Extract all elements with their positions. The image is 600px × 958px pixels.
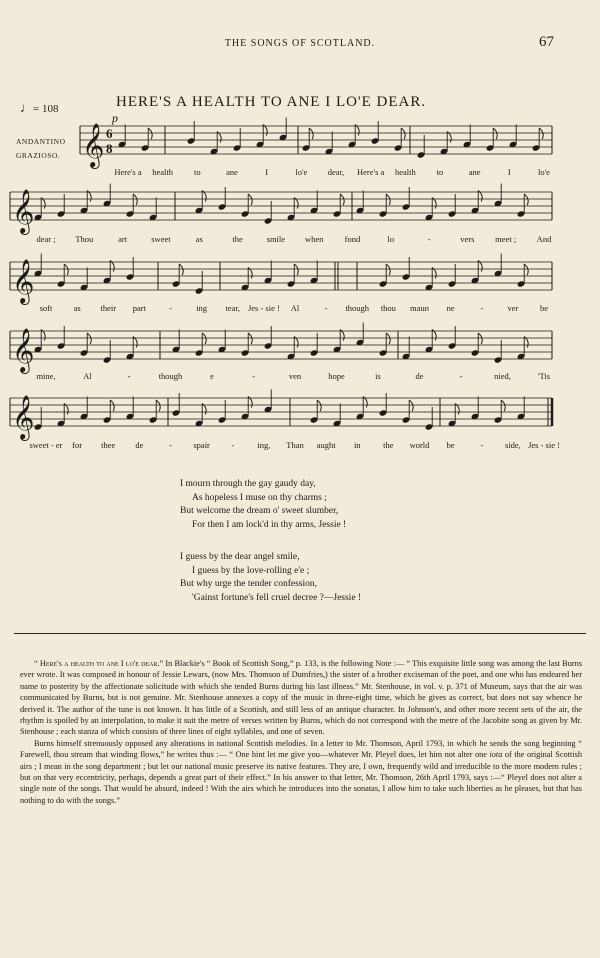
note-paragraph-1: “ Here's a health to ane I lo'e dear.” In Blackie's “ Book of Scottish Song,” p. 133, is the following Note :— “ This exquisite little song was among the last Burns ever wrote. It was composed in honour of Jessie Lewars, (now Mrs. Thomson of Dumfries,) the sister of a brother exciseman of the poet, and one who has endeared her name to posterity by the affectionate solicitude with which she tended Burns during his last illness.” Mr. Stenhouse, in vol. v. p. 371 of Museum, says that the air was communicated by Burns, but is not genuine. Mr. Stenhouse annexes a copy of the music in three-eight time, which he gives as correct, but does not say whence he derived it. The author of the tune is not known. It has little of a Scottish, and still less of an antique character. In Johnson's, and other more recent sets of the air, the rhythm is spoiled by an interpolation, to make it suit the metre of verses written by Burns, which do not correspond with the metre of the Jacobite song as given by Mr. Stenhouse ; each stanza of which consists of three lines of eight syllables, and one of seven.: [20, 659, 582, 737]
dynamic-piano: p: [112, 111, 118, 125]
lyric-syllable: Here's a: [357, 167, 385, 177]
verse-line: But welcome the dream o' sweet slumber,: [180, 506, 339, 516]
lyric-syllable: spair: [193, 440, 210, 450]
lyric-syllable: mine,: [36, 371, 56, 381]
lyric-syllable: ing,: [257, 440, 271, 450]
lyric-syllable: side,: [504, 440, 521, 450]
lyric-syllable: Than: [286, 440, 304, 450]
lyric-syllable: when: [304, 234, 324, 244]
verse-line: But why urge the tender confession,: [180, 579, 318, 589]
verse-line: I guess by the love-rolling e'e ;: [192, 565, 310, 576]
lyric-syllable: -: [324, 303, 328, 313]
lyric-syllable: I: [507, 167, 511, 177]
lyric-syllable: ane: [226, 167, 238, 177]
lyric-syllable: is: [375, 371, 381, 381]
lyric-syllable: part: [132, 303, 146, 313]
lyric-syllable: vers: [460, 234, 475, 244]
page-number: 67: [539, 34, 554, 50]
lyric-syllable: be: [446, 440, 455, 450]
note-flag: [248, 333, 252, 344]
treble-clef-icon: 𝄞: [82, 123, 105, 167]
lyric-syllable: meet ;: [495, 234, 517, 244]
lyric-syllable: ver: [507, 303, 519, 313]
lyric-syllable: health: [152, 167, 174, 177]
note-flag: [87, 333, 91, 344]
note-flag: [539, 128, 543, 139]
tempo-marking: ANDANTINO GRAZIOSO.: [16, 137, 66, 160]
lyric-syllable: -: [127, 371, 131, 381]
lyric-syllable: -: [169, 303, 172, 313]
footnote-divider: [14, 633, 586, 634]
lyric-syllable: though: [158, 371, 183, 381]
lyric-syllable: Thou: [75, 234, 94, 244]
note-flag: [110, 400, 114, 411]
lyric-syllable: lo: [387, 234, 395, 244]
lyric-syllable: tear,: [225, 303, 241, 313]
editorial-notes: [20, 658, 582, 806]
lyric-syllable: sweet - er: [29, 440, 63, 450]
lyric-syllable: lo'e: [295, 167, 308, 177]
song-title: HERE'S A HEALTH TO ANE I LO'E DEAR.: [116, 94, 427, 110]
treble-clef-icon: 𝄞: [12, 328, 35, 372]
lyric-syllable: lo'e: [538, 167, 550, 177]
lyric-syllable: dear,: [327, 167, 345, 177]
note-flag: [64, 264, 68, 275]
metronome-marking: ♩= 108: [20, 100, 59, 115]
note-flag: [309, 128, 313, 139]
note-flag: [501, 400, 505, 411]
note-flag: [179, 264, 183, 275]
lyric-syllable: in: [353, 440, 361, 450]
verse-line: As hopeless I muse on thy charms ;: [192, 492, 327, 503]
note-flag: [386, 264, 390, 275]
note-flag: [340, 194, 344, 205]
lyric-syllable: 'Tis: [537, 371, 551, 381]
lyric-syllable: soft: [39, 303, 53, 313]
note-flag: [386, 194, 390, 205]
lyric-syllable: the: [232, 234, 243, 244]
lyric-syllable: as: [73, 303, 81, 313]
note-flag: [133, 194, 137, 205]
lyric-syllable: thee: [101, 440, 116, 450]
treble-clef-icon: 𝄞: [12, 395, 35, 439]
lyric-syllable: hope: [328, 371, 345, 381]
note-song-reference: “ Here's a health to ane I lo'e dear.”: [34, 659, 164, 668]
running-head: THE SONGS OF SCOTLAND.: [224, 38, 376, 49]
lyric-syllable: And: [536, 234, 552, 244]
lyric-syllable: dear ;: [36, 234, 56, 244]
lyric-syllable: fond: [344, 234, 361, 244]
verse-line: 'Gainst fortune's fell cruel decree ?—Jessie !: [192, 592, 362, 603]
lyric-syllable: thou: [380, 303, 396, 313]
lyric-syllable: -: [169, 440, 172, 450]
note-flag: [148, 128, 152, 139]
verse-line: For then I am lock'd in thy arms, Jessie !: [192, 519, 347, 530]
lyric-syllable: sweet: [151, 234, 171, 244]
note-flag: [317, 400, 321, 411]
lyric-syllable: to: [194, 167, 201, 177]
lyric-syllable: -: [459, 371, 463, 381]
lyric-syllable: aught: [316, 440, 336, 450]
time-signature-top: 6: [106, 126, 113, 141]
treble-clef-icon: 𝄞: [12, 259, 35, 303]
lyric-syllable: -: [252, 371, 255, 381]
note-flag: [202, 333, 206, 344]
verse-line: I guess by the dear angel smile,: [180, 552, 300, 562]
lyric-syllable: nied,: [494, 371, 511, 381]
lyric-syllable: maun: [410, 303, 429, 313]
verse-line: I mourn through the gay gaudy day,: [180, 479, 316, 489]
quarter-note-icon: ♩: [20, 100, 33, 115]
lyric-syllable: though: [345, 303, 370, 313]
lyric-syllable: as: [195, 234, 203, 244]
note-flag: [401, 128, 405, 139]
lyric-syllable: world: [409, 440, 430, 450]
lyric-syllable: be: [539, 303, 549, 313]
lyric-syllable: to: [436, 167, 444, 177]
verse-2: [180, 478, 346, 532]
lyric-syllable: ne: [446, 303, 455, 313]
treble-clef-icon: 𝄞: [12, 189, 35, 233]
time-signature-bottom: 8: [106, 141, 113, 156]
note-flag: [478, 333, 482, 344]
lyric-syllable: for: [72, 440, 83, 450]
lyric-syllable: -: [480, 303, 484, 313]
lyric-syllable: Here's a: [114, 167, 142, 177]
lyric-syllable: ane: [468, 167, 481, 177]
lyric-syllable: Jes - sie !: [247, 303, 280, 313]
note-flag: [248, 194, 252, 205]
lyric-syllable: health: [394, 167, 416, 177]
verse-3: [180, 551, 361, 605]
note-flag: [386, 333, 390, 344]
lyric-syllable: e: [210, 371, 214, 381]
lyric-syllable: Al: [290, 303, 300, 313]
lyric-syllable: Jes - sie !: [528, 440, 560, 450]
lyric-syllable: art: [118, 234, 128, 244]
lyric-syllable: -: [480, 440, 484, 450]
note-flag: [493, 128, 497, 139]
lyric-syllable: their: [100, 303, 117, 313]
lyric-syllable: I: [265, 167, 269, 177]
lyric-syllable: the: [383, 440, 394, 450]
note-paragraph-2: Burns himself strenuously opposed any alterations in national Scottish melodies. In a letter to Mr. Thomson, April 1793, in which he sends the song beginning “ Farewell, thou stream that winding flows,” he writes thus :— “ One hint let me give you—whatever Mr. Pleyel does, let him not alter one iota of the original Scottish airs ; I mean in the song department ; but let our national music preserve its native features. They are, I own, frequently wild and irreducible to the more modern rules ; but on that very eccentricity, perhaps, depends a great part of their effect.” In his answer to that letter, Mr. Thomson, 26th April 1793, says :—“ Pleyel does not alter a single note of the songs. That would be absurd, indeed ! With the airs which he introduces into the sonatas, I allow him to take such liberties as he pleases, but that has nothing to do with the songs.”: [20, 738, 583, 805]
lyric-syllable: smile: [266, 234, 286, 244]
lyric-syllable: Al: [83, 371, 92, 381]
note-flag: [409, 400, 413, 411]
lyric-syllable: de: [135, 440, 144, 450]
note-flag: [294, 264, 298, 275]
lyric-syllable: de: [415, 371, 424, 381]
note-flag: [156, 400, 160, 411]
lyric-syllable: -: [231, 440, 235, 450]
lyric-syllable: -: [427, 234, 431, 244]
lyric-syllable: ing: [196, 303, 208, 313]
lyric-syllable: ven: [288, 371, 302, 381]
note-flag: [524, 194, 528, 205]
note-flag: [524, 264, 528, 275]
